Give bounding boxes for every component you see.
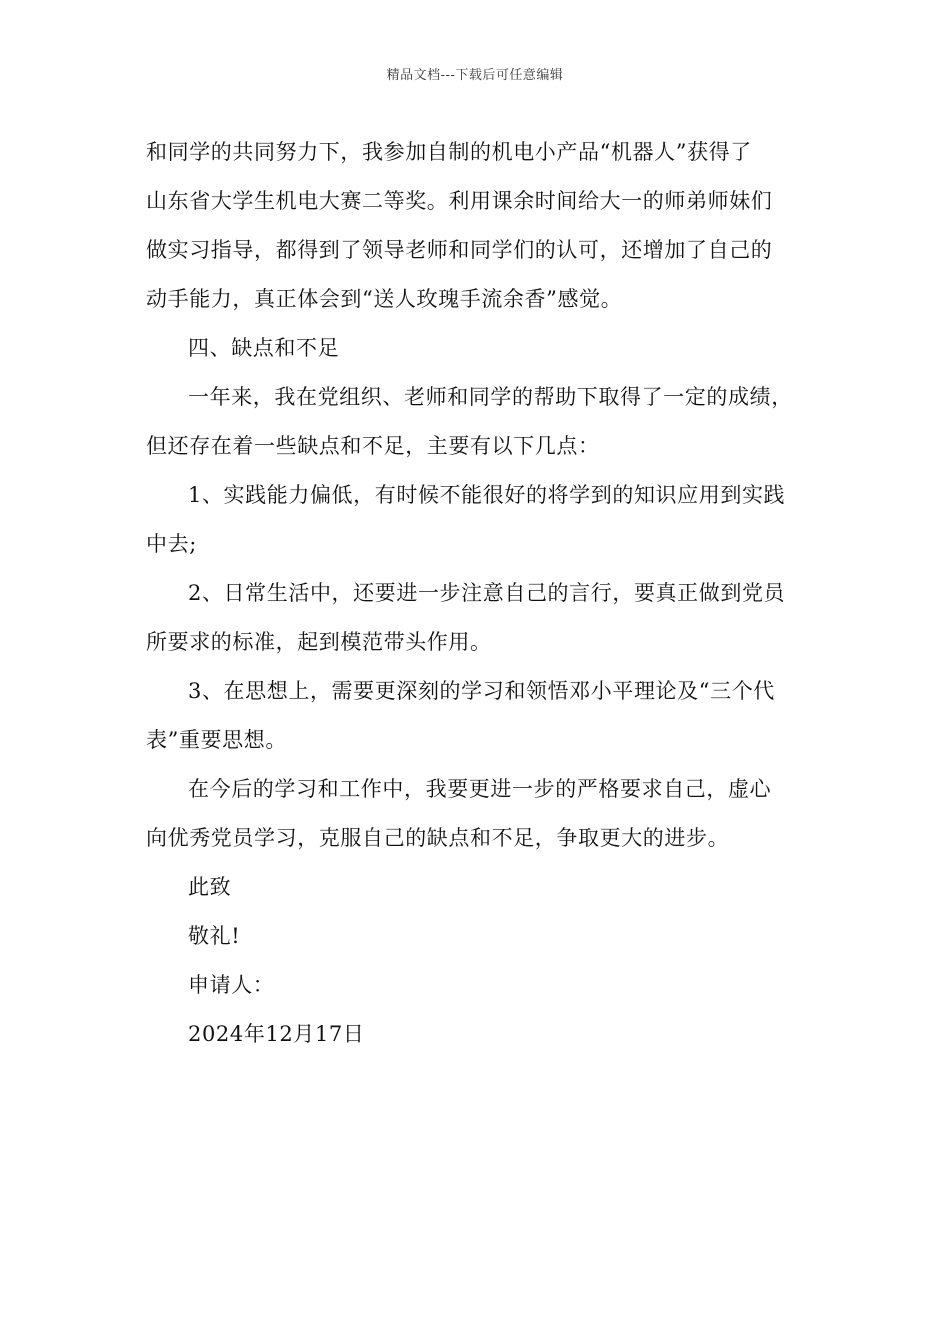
closing-paragraph: 在今后的学习和工作中，我要更进一步的严格要求自己，虚心 — [188, 777, 772, 801]
text-line: 和同学的共同努力下，我参加自制的机电小产品“机器人”获得了 — [146, 140, 752, 164]
text-line: 做实习指导，都得到了领导老师和同学们的认可，还增加了自己的 — [146, 238, 773, 262]
text-line: 山东省大学生机电大赛二等奖。利用课余时间给大一的师弟师妹们 — [146, 189, 773, 213]
applicant-label: 申请人： — [188, 973, 275, 997]
document-body — [146, 128, 810, 1059]
text-line: 所要求的标准，起到模范带头作用。 — [146, 630, 492, 654]
text-line: 中去; — [146, 532, 197, 556]
text-line: 但还存在着一些缺点和不足，主要有以下几点： — [146, 434, 600, 458]
salutation-regards: 敬礼! — [188, 924, 241, 948]
page-header: 精品文档---下载后可任意编辑 — [386, 68, 564, 83]
section-heading: 四、缺点和不足 — [188, 336, 340, 360]
salutation: 此致 — [188, 875, 232, 899]
text-line: 一年来，我在党组织、老师和同学的帮助下取得了一定的成绩， — [188, 385, 793, 409]
text-line: 动手能力，真正体会到“送人玫瑰手流余香”感觉。 — [146, 287, 623, 311]
list-item-3: 3、在思想上，需要更深刻的学习和领悟邓小平理论及“三个代 — [188, 679, 775, 703]
text-line: 表”重要思想。 — [146, 728, 287, 752]
signature-date: 2024年12月17日 — [188, 1022, 365, 1046]
list-item-2: 2、日常生活中，还要进一步注意自己的言行，要真正做到党员 — [188, 581, 786, 605]
text-line: 向优秀党员学习，克服自己的缺点和不足，争取更大的进步。 — [146, 826, 730, 850]
list-item-1: 1、实践能力偏低，有时候不能很好的将学到的知识应用到实践 — [188, 483, 786, 507]
